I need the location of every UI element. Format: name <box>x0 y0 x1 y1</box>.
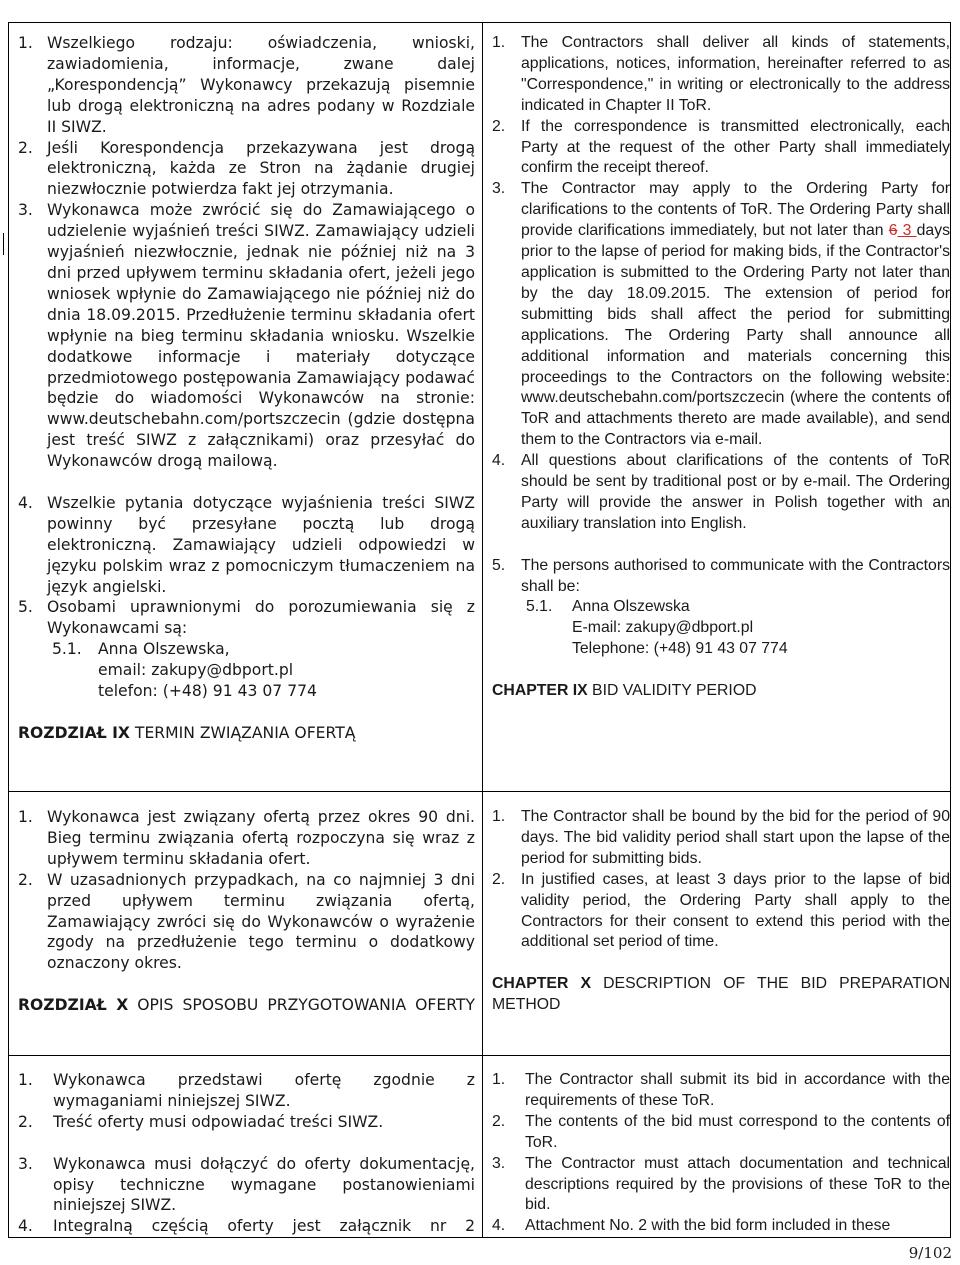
list-item: 1. Wszelkiego rodzaju: oświadczenia, wnioski, zawiadomienia, informacje, zwane dalej „Korespondencją” Wykonawcy przekazują pisemnie lub drogą elektroniczną na adres podany w Rozdziale II SIWZ. <box>18 34 475 136</box>
list-item: 2. If the correspondence is transmitted electronically, each Party at the request of the other Party shall immediately confirm the receipt thereof. <box>492 117 950 180</box>
list-item: 3. Wykonawca musi dołączyć do oferty dokumentację, opisy techniczne wymagane postanowieniami niniejszej SIWZ. <box>18 1154 475 1215</box>
list-item: 1. The Contractors shall deliver all kinds of statements, applications, notices, information, hereinafter referred to as "Correspondence," in writing or electronically to the address indicated in Chapter II ToR. <box>492 33 950 117</box>
list-item: 2. Jeśli Korespondencja przekazywana jest drogą elektroniczną, każda ze Stron na żądanie drugiej niezwłocznie potwierdza fakt jej otrzymania. <box>18 138 475 199</box>
list-item: 2. The contents of the bid must correspond to the contents of ToR. <box>492 1112 950 1154</box>
english-section-middle <box>492 807 950 1016</box>
page-number: 9/102 <box>908 1244 952 1262</box>
paragraph: Treść oferty musi odpowiadać treści SIWZ. <box>53 1112 384 1131</box>
chapter-heading: CHAPTER IX BID VALIDITY PERIOD <box>492 682 757 700</box>
inserted-text: 3 <box>897 222 917 240</box>
paragraph: The Contractor shall submit its bid in accordance with the requirements of these ToR. <box>525 1071 950 1109</box>
paragraph: If the correspondence is transmitted electronically, each Party at the request of the other Party shall immediately confirm the receipt thereof. <box>521 117 950 177</box>
list-item: 2. Treść oferty musi odpowiadać treści SIWZ. <box>18 1112 475 1133</box>
list-item: 1. The Contractor shall be bound by the bid for the period of 90 days. The bid validity period shall start upon the lapse of the period for submitting bids. <box>492 807 950 870</box>
paragraph: The Contractor must attach documentation and technical descriptions required by the provisions of these ToR to the bid. <box>525 1154 950 1214</box>
paragraph: Wszelkie pytania dotyczące wyjaśnienia treści SIWZ powinny być przesyłane pocztą lub drogą elektroniczną. Zamawiający udzieli odpowiedzi w języku polskim wraz z pomocniczym tłumaczeniem na język angielski. <box>47 493 475 596</box>
list-item: 3. Wykonawca może zwrócić się do Zamawiającego o udzielenie wyjaśnień treści SIWZ. Zamawiający udzieli wyjaśnień niezwłocznie, jednak nie później niż na 3 dni przed upływem terminu składania ofert, jeżeli jego wniosek wpłynie do Zamawiającego nie później niż do dnia 18.09.2015. Przedłużenie terminu składania ofert wpłynie na bieg terminu składania wniosku. Wszelkie dodatkowe informacje i materiały dotyczące przedmiotowego postępowania Zamawiający podawać będzie do wiadomości Wykonawców na stronie: www.deutschebahn.com/portszczecin (gdzie dostępna jest treść SIWZ z załącznikami) oraz przesyłać do Wykonawców drogą mailową. <box>18 201 475 471</box>
paragraph: Wszelkiego rodzaju: oświadczenia, wnioski, zawiadomienia, informacje, zwane dalej „Korespondencją” Wykonawcy przekazują pisemnie lub drogą elektroniczną na adres podany w Rozdziale II SIWZ. <box>47 34 475 136</box>
contact-block: 5.1. Anna Olszewska, email: zakupy@dbport.pl telefon: (+48) 91 43 07 774 <box>52 640 317 701</box>
list-item: 5. Osobami uprawnionymi do porozumiewania się z Wykonawcami są: <box>18 598 475 638</box>
paragraph: The persons authorised to communicate with the Contractors shall be: <box>521 556 950 595</box>
list-item: 5. The persons authorised to communicate with the Contractors shall be: <box>492 556 950 598</box>
paragraph: In justified cases, at least 3 days prior to the lapse of bid validity period, the Ordering Party shall apply to the Contractors for their consent to extend this period with the additional set period of time. <box>521 870 950 951</box>
paragraph: Osobami uprawnionymi do porozumiewania się z Wykonawcami są: <box>47 598 475 638</box>
paragraph: W uzasadnionych przypadkach, na co najmniej 3 dni przed upływem terminu związania ofertą, Zamawiający zwróci się do Wykonawców o wyrażenie zgody na przedłużenie tego terminu o dodatkowy oznaczony okres. <box>47 870 475 973</box>
list-item: 1. Wykonawca przedstawi ofertę zgodnie z wymaganiami niniejszej SIWZ. <box>18 1071 475 1110</box>
paragraph: Jeśli Korespondencja przekazywana jest drogą elektroniczną, każda ze Stron na żądanie drugiej niezwłocznie potwierdza fakt jej otrzymania. <box>47 138 475 199</box>
paragraph: Wykonawca przedstawi ofertę zgodnie z wymaganiami niniejszej SIWZ. <box>53 1071 475 1110</box>
list-item: 4. All questions about clarifications of the contents of ToR should be sent by traditional post or by e-mail. The Ordering Party will provide the answer in Polish together with an auxiliary translation into English. <box>492 451 950 535</box>
list-item: 2. In justified cases, at least 3 days prior to the lapse of bid validity period, the Ordering Party shall apply to the Contractors for their consent to extend this period with the additional set period of time. <box>492 870 950 954</box>
contact-name: Anna Olszewska <box>572 598 690 616</box>
contact-email: E-mail: zakupy@dbport.pl <box>572 619 754 637</box>
paragraph: Integralną częścią oferty jest załącznik nr 2 <box>53 1217 475 1236</box>
paragraph: The Contractor may apply to the Ordering Party for clarifications to the contents of ToR. The Ordering Party shall provide clarifications immediately, but not later than 6 3 days prior to the lapse of period for making bids, if the Contractor's application is submitted to the Ordering Party not later than by the day 18.09.2015. The extension of period for submitting bids shall affect the period for submitting applications. The Ordering Party shall announce all additional information and materials concerning this proceedings to the Contractors on the following website: www.deutschebahn.com/portszczecin (where the contents of ToR and attachments thereto are made available), and send them to the Contractors via e-mail. <box>521 180 950 449</box>
paragraph: The Contractors shall deliver all kinds of statements, applications, notices, information, hereinafter referred to as "Correspondence," in writing or electronically to the address indicated in Chapter II ToR. <box>521 34 950 114</box>
polish-section-middle <box>18 807 475 1016</box>
chapter-heading: ROZDZIAŁ IX TERMIN ZWIĄZANIA OFERTĄ <box>18 723 356 742</box>
row-divider-1 <box>8 791 951 792</box>
english-section-bottom <box>492 1070 950 1237</box>
list-item: 1. The Contractor shall submit its bid in accordance with the requirements of these ToR. <box>492 1070 950 1112</box>
list-item: 3. The Contractor must attach documentation and technical descriptions required by the provisions of these ToR to the bid. <box>492 1154 950 1217</box>
polish-section-bottom <box>18 1070 475 1237</box>
contact-phone: telefon: (+48) 91 43 07 774 <box>98 682 317 701</box>
contact-name: Anna Olszewska, <box>98 640 230 659</box>
polish-section-top <box>18 33 475 744</box>
paragraph: Attachment No. 2 with the bid form included in these <box>525 1217 891 1235</box>
list-item: 3. The Contractor may apply to the Ordering Party for clarifications to the contents of ToR. The Ordering Party shall provide clarifications immediately, but not later than 6 3 days prior to the lapse of period for making bids, if the Contractor's application is submitted to the Ordering Party not later than by the day 18.09.2015. The extension of period for submitting bids shall affect the period for submitting applications. The Ordering Party shall announce all additional information and materials concerning this proceedings to the Contractors on the following website: www.deutschebahn.com/portszczecin (where the contents of ToR and attachments thereto are made available), and send them to the Contractors via e-mail. <box>492 179 950 451</box>
contact-phone: Telephone: (+48) 91 43 07 774 <box>572 640 788 658</box>
chapter-heading: ROZDZIAŁ X OPIS SPOSOBU PRZYGOTOWANIA OFERTY <box>18 996 475 1015</box>
contact-block: 5.1. Anna Olszewska E-mail: zakupy@dbport.pl Telephone: (+48) 91 43 07 774 <box>492 597 950 660</box>
paragraph: The contents of the bid must correspond to the contents of ToR. <box>525 1112 950 1151</box>
contact-email: email: zakupy@dbport.pl <box>98 661 294 680</box>
list-item: 4. Attachment No. 2 with the bid form included in these <box>492 1216 950 1237</box>
paragraph: Wykonawca musi dołączyć do oferty dokumentację, opisy techniczne wymagane postanowieniami niniejszej SIWZ. <box>53 1154 475 1215</box>
english-section-top <box>492 33 950 702</box>
list-item: 1. Wykonawca jest związany ofertą przez okres 90 dni. Bieg terminu związania ofertą rozpoczyna się wraz z upływem terminu składania ofert. <box>18 808 475 868</box>
list-item: 4. Integralną częścią oferty jest załącznik nr 2 <box>18 1217 475 1236</box>
change-bar <box>3 233 4 255</box>
row-divider-2 <box>8 1055 951 1056</box>
list-item: 4. Wszelkie pytania dotyczące wyjaśnienia treści SIWZ powinny być przesyłane pocztą lub drogą elektroniczną. Zamawiający udzieli odpowiedzi w języku polskim wraz z pomocniczym tłumaczeniem na język angielski. <box>18 493 475 596</box>
list-item: 2. W uzasadnionych przypadkach, na co najmniej 3 dni przed upływem terminu związania ofertą, Zamawiający zwróci się do Wykonawców o wyrażenie zgody na przedłużenie tego terminu o dodatkowy oznaczony okres. <box>18 870 475 973</box>
paragraph: All questions about clarifications of the contents of ToR should be sent by traditional post or by e-mail. The Ordering Party will provide the answer in Polish together with an auxiliary translation into English. <box>521 452 950 532</box>
paragraph: Wykonawca może zwrócić się do Zamawiającego o udzielenie wyjaśnień treści SIWZ. Zamawiający udzieli wyjaśnień niezwłocznie, jednak nie później niż na 3 dni przed upływem terminu składania ofert, jeżeli jego wniosek wpłynie do Zamawiającego nie później niż do dnia 18.09.2015. Przedłużenie terminu składania ofert wpłynie na bieg terminu składania wniosku. Wszelkie dodatkowe informacje i materiały dotyczące przedmiotowego postępowania Zamawiający podawać będzie do wiadomości Wykonawców na stronie: www.deutschebahn.com/portszczecin (gdzie dostępna jest treść SIWZ z załącznikami) oraz przesyłać do Wykonawców drogą mailową. <box>47 201 475 471</box>
paragraph: Wykonawca jest związany ofertą przez okres 90 dni. Bieg terminu związania ofertą rozpoczyna się wraz z upływem terminu składania ofert. <box>47 808 475 868</box>
deleted-text: 6 <box>888 222 898 240</box>
chapter-heading: CHAPTER X DESCRIPTION OF THE BID PREPARATION METHOD <box>492 975 951 1014</box>
paragraph: The Contractor shall be bound by the bid for the period of 90 days. The bid validity period shall start upon the lapse of the period for submitting bids. <box>521 808 950 867</box>
